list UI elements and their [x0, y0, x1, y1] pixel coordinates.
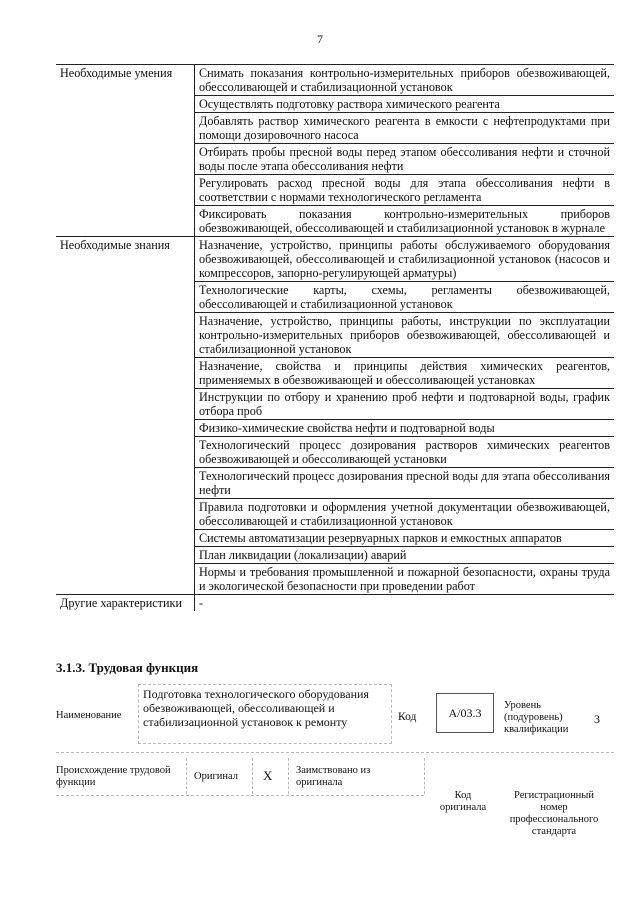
skills-label-cell — [56, 206, 195, 237]
skills-label-cell — [56, 144, 195, 175]
table-row — [56, 437, 614, 468]
table-row — [56, 499, 614, 530]
code-value: A/03.3 — [448, 705, 482, 720]
origin-divider — [186, 758, 187, 794]
separator-line — [56, 752, 614, 753]
borrowed-label: Заимствовано из оригинала — [296, 765, 371, 788]
table-row — [56, 389, 614, 420]
table-row — [56, 358, 614, 389]
function-name-value: Подготовка технологического оборудования обезвоживающей, обессоливающей и стабилизационной установок к ремонту — [143, 687, 369, 729]
knowledge-item: Системы автоматизации резервуарных парков и емкостных аппаратов — [195, 530, 615, 547]
origin-code-divider — [424, 758, 425, 794]
level-label: Уровень (подуровень) квалификации — [504, 700, 569, 735]
table-row — [56, 113, 614, 144]
origin-label: Происхождение трудовой функции — [56, 765, 171, 788]
knowledge-label-cell — [56, 389, 195, 420]
knowledge-label-cell — [56, 530, 195, 547]
knowledge-item: Инструкции по отбору и хранению проб нефти и подтоварной воды, график отбора проб — [195, 389, 615, 420]
other-label: Другие характеристики — [56, 595, 195, 612]
code-label: Код — [398, 711, 417, 723]
knowledge-item: Физико-химические свойства нефти и подтоварной воды — [195, 420, 615, 437]
table-row — [56, 65, 614, 96]
function-name-box — [138, 684, 392, 744]
skills-item: Фиксировать показания контрольно-измерительных приборов обезвоживающей, обессоливающей и стабилизационной установок в журнале — [195, 206, 615, 237]
knowledge-item: Назначение, устройство, принципы работы обслуживаемого оборудования обезвоживающей, обессоливающей и стабилизационной установок (насосов и компрессоров, запорно-регулирующей арматуры) — [195, 237, 615, 282]
page-number: 7 — [317, 32, 323, 46]
skills-label-cell — [56, 96, 195, 113]
borrowed-divider — [288, 758, 289, 794]
table-row — [56, 282, 614, 313]
table-row — [56, 206, 614, 237]
knowledge-label-cell — [56, 468, 195, 499]
skills-item: Регулировать расход пресной воды для этапа обессоливания нефти в соответствии с нормами технологического регламента — [195, 175, 615, 206]
table-row — [56, 468, 614, 499]
knowledge-item: Нормы и требования промышленной и пожарной безопасности, охраны труда и экологической безопасности при проведении работ — [195, 564, 615, 595]
knowledge-label-cell — [56, 282, 195, 313]
code-box — [436, 693, 494, 733]
table-row — [56, 237, 614, 282]
origin-code-label: Код оригинала — [439, 790, 487, 813]
original-divider — [252, 758, 253, 794]
knowledge-label-cell — [56, 313, 195, 358]
knowledge-item: Технологический процесс дозирования пресной воды для этапа обессоливания нефти — [195, 468, 615, 499]
skills-label-cell — [56, 175, 195, 206]
skills-item: Отбирать пробы пресной воды перед этапом обессоливания нефти и сточной воды после этапа обессоливания нефти — [195, 144, 615, 175]
knowledge-item: Технологический процесс дозирования растворов химических реагентов обезвоживающей и обессоливающей установки — [195, 437, 615, 468]
table-row — [56, 144, 614, 175]
table-row — [56, 564, 614, 595]
table-row — [56, 175, 614, 206]
knowledge-label-cell — [56, 358, 195, 389]
reg-number-label: Регистрационный номер профессионального стандарта — [509, 790, 599, 837]
skills-label-cell — [56, 113, 195, 144]
other-value: - — [195, 595, 615, 612]
knowledge-label-cell — [56, 420, 195, 437]
skills-item: Осуществлять подготовку раствора химического реагента — [195, 96, 615, 113]
knowledge-label-cell — [56, 564, 195, 595]
level-value: 3 — [594, 712, 600, 726]
skills-label: Необходимые умения — [56, 65, 195, 96]
table-row — [56, 420, 614, 437]
table-row — [56, 595, 614, 612]
knowledge-label: Необходимые знания — [56, 237, 195, 282]
knowledge-label-cell — [56, 499, 195, 530]
knowledge-item: Назначение, устройство, принципы работы, инструкции по эксплуатации контрольно-измерительных приборов обезвоживающей, обессоливающей и стабилизационной установок — [195, 313, 615, 358]
knowledge-item: План ликвидации (локализации) аварий — [195, 547, 615, 564]
table-row — [56, 530, 614, 547]
competency-table — [56, 64, 614, 611]
knowledge-item: Технологические карты, схемы, регламенты обезвоживающей, обессоливающей и стабилизационной установок — [195, 282, 615, 313]
table-row — [56, 96, 614, 113]
original-label: Оригинал — [194, 771, 238, 782]
skills-item: Добавлять раствор химического реагента в емкости с нефтепродуктами при помощи дозировочного насоса — [195, 113, 615, 144]
knowledge-label-cell — [56, 547, 195, 564]
table-row — [56, 547, 614, 564]
table-row — [56, 313, 614, 358]
knowledge-label-cell — [56, 437, 195, 468]
section-heading: 3.1.3. Трудовая функция — [56, 660, 199, 675]
skills-item: Снимать показания контрольно-измерительных приборов обезвоживающей, обессоливающей и стабилизационной установок — [195, 65, 615, 96]
knowledge-item: Назначение, свойства и принципы действия химических реагентов, применяемых в обезвоживающей и обессоливающей установках — [195, 358, 615, 389]
origin-bottom-line — [56, 795, 424, 796]
name-label: Наименование — [56, 710, 122, 721]
original-mark: X — [263, 768, 273, 783]
knowledge-item: Правила подготовки и оформления учетной документации обезвоживающей, обессоливающей и стабилизационной установок — [195, 499, 615, 530]
